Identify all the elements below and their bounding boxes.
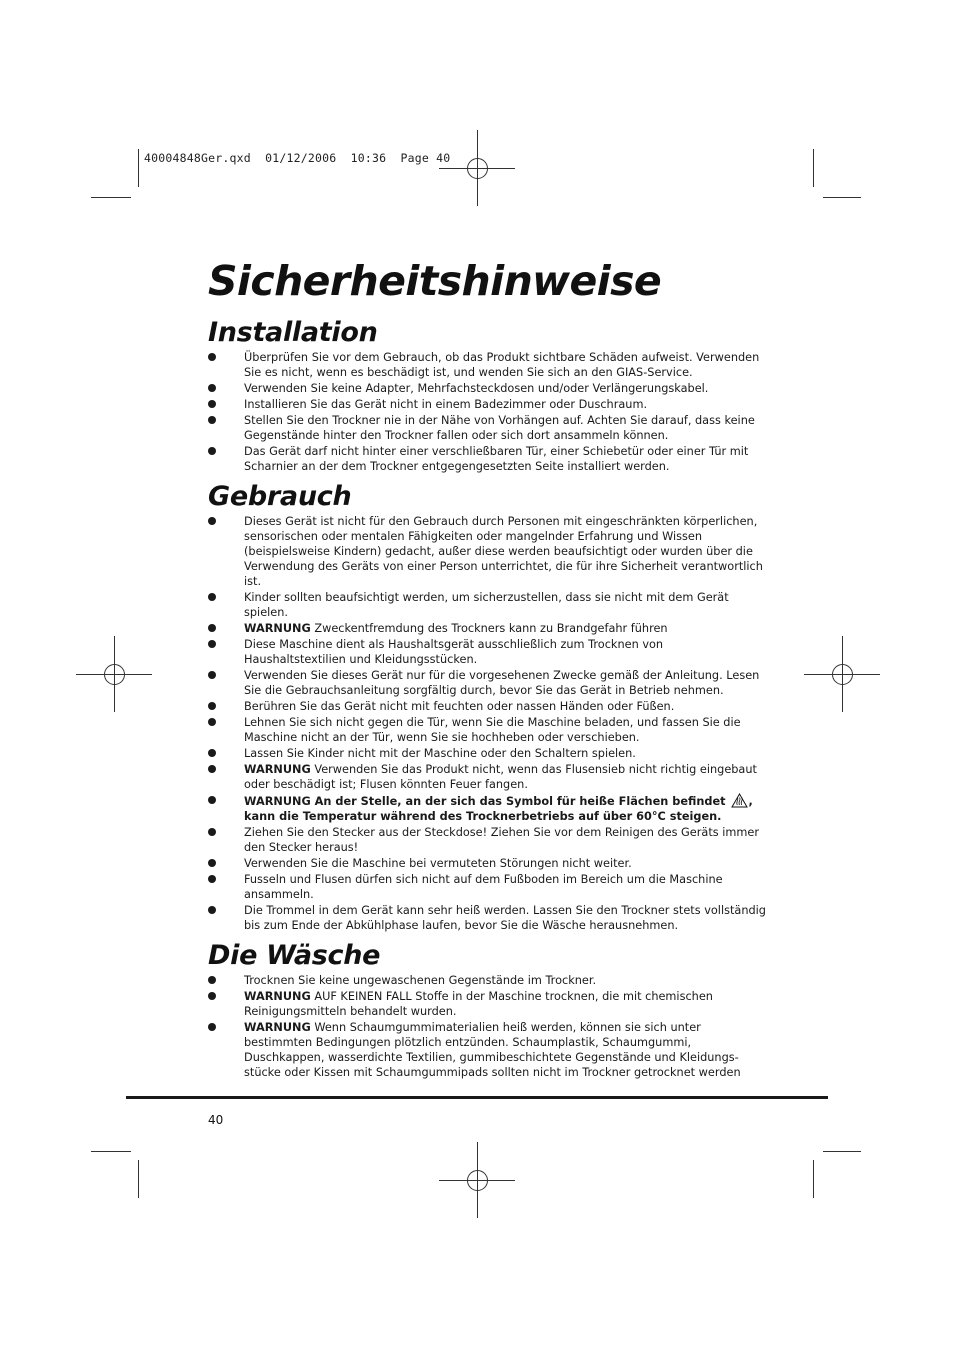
crop-mark-bottom-right-h (823, 1151, 861, 1152)
bullet-icon (208, 828, 216, 836)
crop-mark-top-right-h (823, 197, 861, 198)
list-item: Trocknen Sie keine ungewaschenen Gegenstände im Trockner. (208, 973, 768, 988)
list-item: Überprüfen Sie vor dem Gebrauch, ob das Produkt sichtbare Schäden aufweist. Verwenden Sie es nicht, wenn es beschädigt ist, und wenden Sie sich an den GIAS-Service. (208, 350, 768, 380)
bullet-icon (208, 384, 216, 392)
crop-mark-top-left-v (138, 149, 139, 187)
hot-surface-warning-icon (731, 793, 748, 808)
gebrauch-list (208, 514, 768, 933)
list-item: Lehnen Sie sich nicht gegen die Tür, wenn Sie die Maschine beladen, und fassen Sie die Maschine nicht an der Tür, wenn Sie sie hochheben oder verschieben. (208, 715, 768, 745)
page-number: 40 (208, 1113, 224, 1127)
list-item: WARNUNG Verwenden Sie das Produkt nicht, wenn das Flusensieb nicht richtig eingebaut oder beschädigt ist; Flusen könnten Feuer fangen. (208, 762, 768, 792)
print-slug: 40004848Ger.qxd 01/12/2006 10:36 Page 40 (144, 151, 451, 165)
bullet-icon (208, 1023, 216, 1031)
list-item: Das Gerät darf nicht hinter einer verschließbaren Tür, einer Schiebetür oder einer Tür mit Scharnier an der dem Trockner entgegengesetzten Seite installiert werden. (208, 444, 768, 474)
section-heading-installation: Installation (208, 317, 378, 348)
warning-label: WARNUNG (244, 763, 311, 776)
list-item: Diese Maschine dient als Haushaltsgerät ausschließlich zum Trocknen von Haushaltstextilien und Kleidungsstücken. (208, 637, 768, 667)
list-item: Dieses Gerät ist nicht für den Gebrauch durch Personen mit eingeschränkten körperlichen, sensorischen oder mentalen Fähigkeiten oder mangelnder Erfahrung und Wissen (beispielsweise Kindern) gedacht, außer diese werden beaufsichtigt oder wurden über die Verwendung des Geräts von einer Person unterrichtet, die für ihre Sicherheit verantwortlich ist. (208, 514, 768, 589)
crop-mark-bottom-right-v (813, 1160, 814, 1198)
bullet-icon (208, 400, 216, 408)
warning-label: WARNUNG (244, 622, 311, 635)
list-item: WARNUNG Wenn Schaumgummimaterialien heiß werden, können sie sich unter bestimmten Bedingungen plötzlich entzünden. Schaumplastik, Schaumgummi, Duschkappen, wasserdichte Textilien, gummibeschichtete Gegenstände und Kleidungs-stücke oder Kissen mit Schaumgummipads sollten nicht im Trockner getrocknet werden (208, 1020, 768, 1080)
bullet-icon (208, 593, 216, 601)
list-item: Kinder sollten beaufsichtigt werden, um sicherzustellen, dass sie nicht mit dem Gerät spielen. (208, 590, 768, 620)
bullet-icon (208, 992, 216, 1000)
installation-list (208, 350, 768, 474)
list-item: Installieren Sie das Gerät nicht in einem Badezimmer oder Duschraum. (208, 397, 768, 412)
list-item: Verwenden Sie dieses Gerät nur für die vorgesehenen Zwecke gemäß der Anleitung. Lesen Sie die Gebrauchsanleitung sorgfältig durch, bevor Sie das Gerät in Betrieb nehmen. (208, 668, 768, 698)
list-item: WARNUNG Zweckentfremdung des Trockners kann zu Brandgefahr führen (208, 621, 768, 636)
warning-label: WARNUNG (244, 1021, 311, 1034)
list-item: Ziehen Sie den Stecker aus der Steckdose! Ziehen Sie vor dem Reinigen des Geräts immer den Stecker heraus! (208, 825, 768, 855)
bullet-icon (208, 353, 216, 361)
bullet-icon (208, 640, 216, 648)
bullet-icon (208, 906, 216, 914)
list-item: Stellen Sie den Trockner nie in der Nähe von Vorhängen auf. Achten Sie darauf, dass keine Gegenstände hinter den Trockner fallen oder sich dort ansammeln können. (208, 413, 768, 443)
list-item: Lassen Sie Kinder nicht mit der Maschine oder den Schaltern spielen. (208, 746, 768, 761)
bullet-icon (208, 624, 216, 632)
list-item: Fusseln und Flusen dürfen sich nicht auf dem Fußboden im Bereich um die Maschine ansammeln. (208, 872, 768, 902)
page-title: Sicherheitshinweise (208, 257, 662, 305)
list-item: Verwenden Sie die Maschine bei vermuteten Störungen nicht weiter. (208, 856, 768, 871)
bullet-icon (208, 765, 216, 773)
crop-mark-top-left-h (91, 197, 131, 198)
list-item: WARNUNG AUF KEINEN FALL Stoffe in der Maschine trocknen, die mit chemischen Reinigungsmitteln behandelt wurden. (208, 989, 768, 1019)
bullet-icon (208, 416, 216, 424)
section-heading-gebrauch: Gebrauch (208, 481, 352, 512)
bullet-icon (208, 718, 216, 726)
warning-label: WARNUNG (244, 990, 311, 1003)
bullet-icon (208, 671, 216, 679)
crop-mark-bottom-left-v (138, 1160, 139, 1198)
bullet-icon (208, 796, 216, 804)
bullet-icon (208, 702, 216, 710)
crop-mark-bottom-left-h (91, 1151, 131, 1152)
section-heading-die-waesche: Die Wäsche (208, 940, 381, 971)
list-item: WARNUNG An der Stelle, an der sich das Symbol für heiße Flächen befindet , kann die Temperatur während des Trocknerbetriebs auf über 60°C steigen. (208, 793, 768, 824)
crop-mark-top-right-v (813, 149, 814, 187)
bullet-icon (208, 875, 216, 883)
page-content (208, 252, 768, 1080)
bullet-icon (208, 976, 216, 984)
bullet-icon (208, 859, 216, 867)
bullet-icon (208, 447, 216, 455)
footer-rule (126, 1096, 828, 1099)
bullet-icon (208, 517, 216, 525)
list-item: Berühren Sie das Gerät nicht mit feuchten oder nassen Händen oder Füßen. (208, 699, 768, 714)
bullet-icon (208, 749, 216, 757)
waesche-list (208, 973, 768, 1080)
list-item: Die Trommel in dem Gerät kann sehr heiß werden. Lassen Sie den Trockner stets vollständig bis zum Ende der Abkühlphase laufen, bevor Sie die Wäsche herausnehmen. (208, 903, 768, 933)
list-item: Verwenden Sie keine Adapter, Mehrfachsteckdosen und/oder Verlängerungskabel. (208, 381, 768, 396)
